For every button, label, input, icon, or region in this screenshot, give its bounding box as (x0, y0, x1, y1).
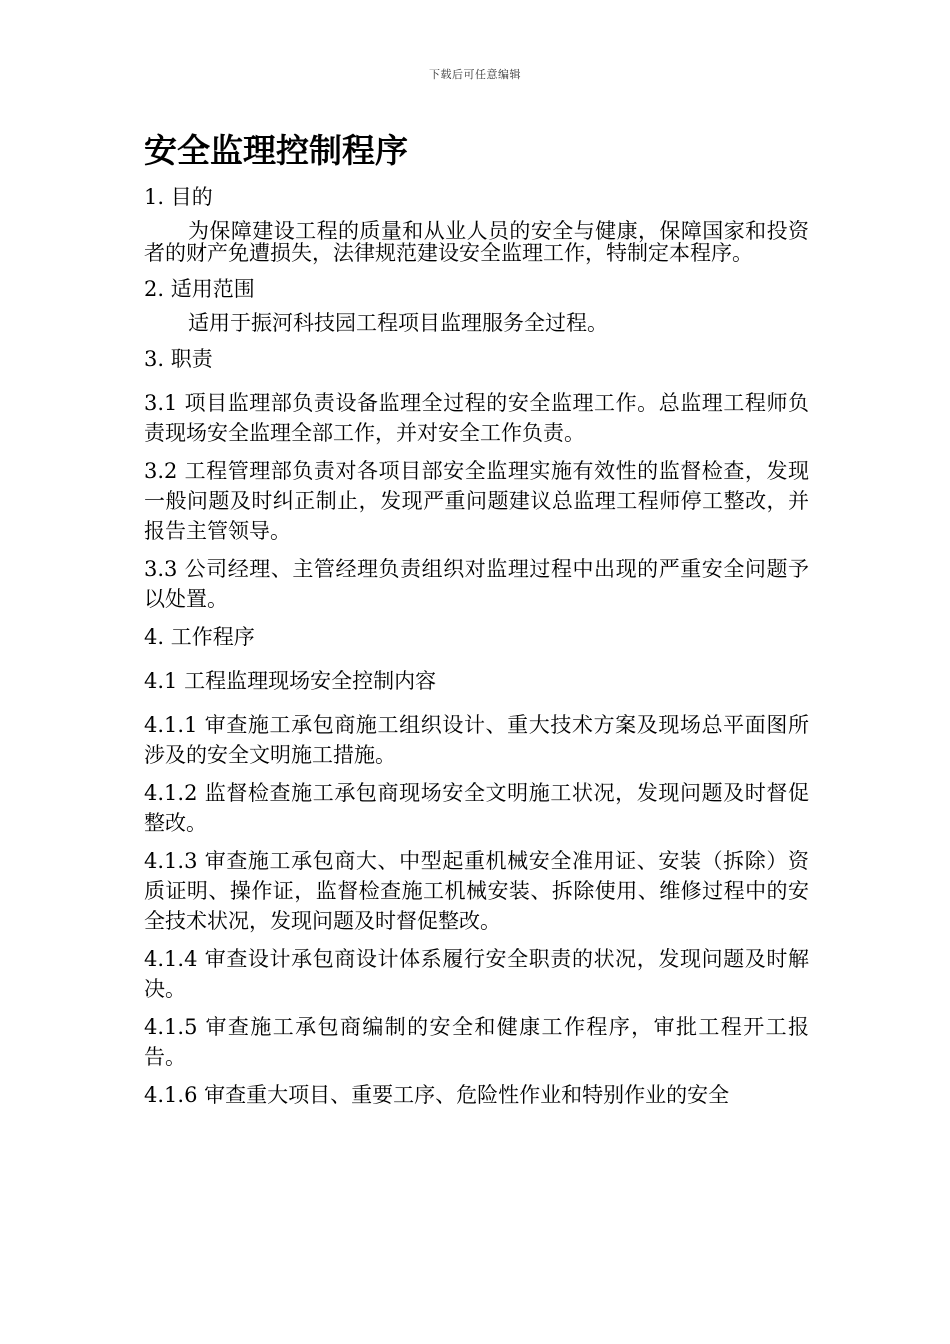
clause-4-1-1: 4.1.1 审查施工承包商施工组织设计、重大技术方案及现场总平面图所涉及的安全文明施工措施。 (144, 713, 809, 767)
clause-3-1: 3.1 项目监理部负责设备监理全过程的安全监理工作。总监理工程师负责现场安全监理全部工作，并对安全工作负责。 (144, 391, 809, 445)
clause-4-1-6: 4.1.6 审查重大项目、重要工序、危险性作业和特别作业的安全 (144, 1083, 730, 1107)
clause-3-3: 3.3 公司经理、主管经理负责组织对监理过程中出现的严重安全问题予以处置。 (144, 557, 809, 611)
paragraph-scope: 适用于振河科技园工程项目监理服务全过程。 (188, 311, 608, 335)
section-heading-responsibilities: 3. 职责 (144, 347, 213, 371)
clause-4-1-3: 4.1.3 审查施工承包商大、中型起重机械安全准用证、安装（拆除）资质证明、操作证，监督检查施工机械安装、拆除使用、维修过程中的安全技术状况，发现问题及时督促整改。 (144, 849, 809, 933)
section-heading-procedure: 4. 工作程序 (144, 625, 255, 649)
clause-4-1-5: 4.1.5 审查施工承包商编制的安全和健康工作程序，审批工程开工报告。 (144, 1015, 809, 1069)
section-heading-scope: 2. 适用范围 (144, 277, 255, 301)
clause-4-1-2: 4.1.2 监督检查施工承包商现场安全文明施工状况，发现问题及时督促整改。 (144, 781, 809, 835)
document-body (144, 128, 809, 1118)
section-heading-purpose: 1. 目的 (144, 185, 213, 209)
clause-4-1: 4.1 工程监理现场安全控制内容 (144, 669, 437, 693)
paragraph-purpose: 为保障建设工程的质量和从业人员的安全与健康，保障国家和投资者的财产免遭损失，法律规范建设安全监理工作，特制定本程序。 (144, 219, 809, 265)
clause-3-2: 3.2 工程管理部负责对各项目部安全监理实施有效性的监督检查，发现一般问题及时纠正制止，发现严重问题建议总监理工程师停工整改，并报告主管领导。 (144, 459, 809, 543)
header-note: 下载后可任意编辑 (429, 68, 521, 81)
document-title: 安全监理控制程序 (144, 131, 408, 170)
clause-4-1-4: 4.1.4 审查设计承包商设计体系履行安全职责的状况，发现问题及时解决。 (144, 947, 809, 1001)
